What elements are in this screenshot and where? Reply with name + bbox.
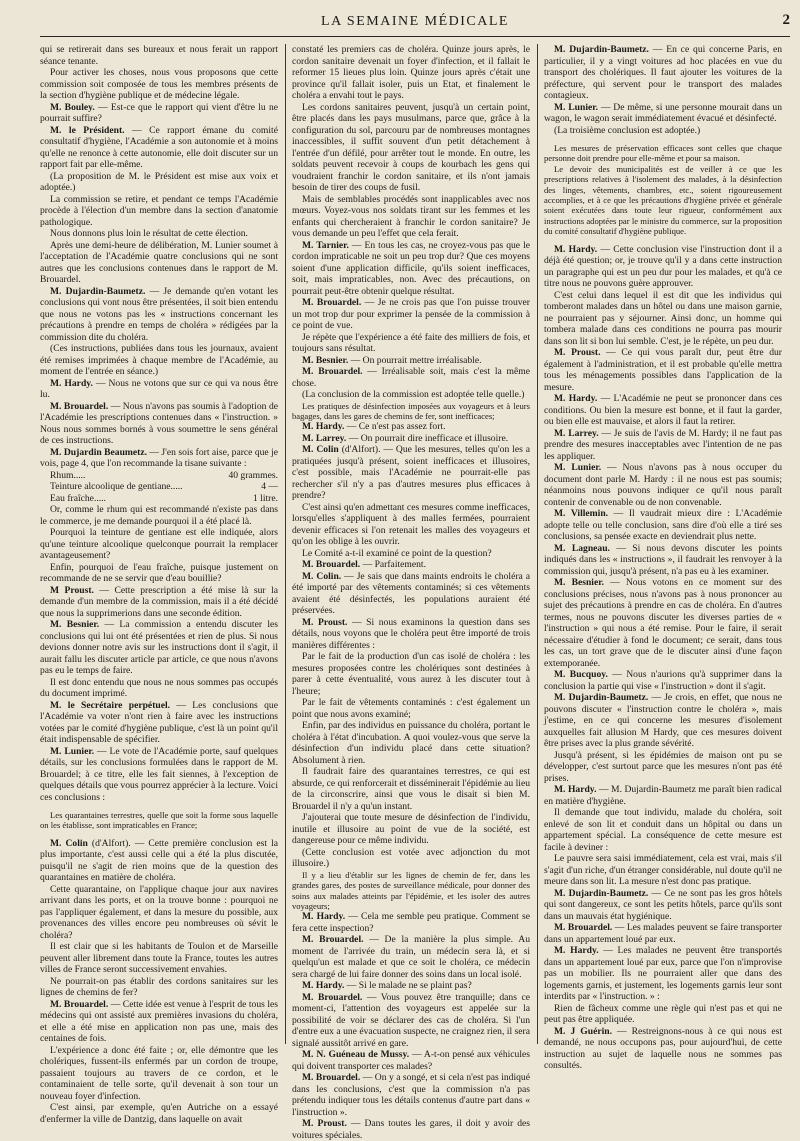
speaker-paragraph <box>544 462 782 508</box>
speaker-paragraph <box>40 401 278 447</box>
speaker-paragraph <box>292 911 530 934</box>
paragraph-text: Il est clair que si les habitants de Toulon et de Marseille peuvent aller librement dans toute la France, toutes les autres villes de France seront successivement envahies. <box>40 941 278 976</box>
column-rule <box>285 44 286 1044</box>
speaker-name: M. Brouardel. <box>302 366 363 377</box>
speaker-name: M. le Président. <box>50 124 125 136</box>
text-paragraph <box>292 870 530 912</box>
text-paragraph <box>544 125 782 137</box>
paragraph-text: qui se retirerait dans ses bureaux et nous ferait un rapport séance tenante. <box>40 44 278 67</box>
paragraph-text: — On pourrait mettre irréalisable. <box>348 354 482 366</box>
speaker-paragraph <box>544 508 782 543</box>
speaker-paragraph <box>292 1049 530 1072</box>
speaker-paragraph <box>292 433 530 445</box>
paragraph-text: Rien de fâcheux comme une règle qui n'est pas et qui ne peut pas être appliquée. <box>544 1002 782 1026</box>
speaker-name: M. Hardy. <box>302 911 346 923</box>
paragraph-text: — De même, si une personne mourait dans un wagon, le wagon serait immédiatement évacué et désinfecté. <box>544 101 783 124</box>
speaker-name: M. Lunier. <box>554 462 602 474</box>
recipe-ingredient: Eau fraîche..... <box>50 492 106 504</box>
speaker-paragraph <box>544 1026 782 1072</box>
paragraph-text: — Les conclusions que l'Académie va voter n'ont rien à faire avec les instructions votées par le comité d'hygiène publique, c'est là un point qu'il était indispensable de spécifier. <box>40 699 278 745</box>
paragraph-text: — Nous n'avons pas à nous occuper du document dont parle M. Hardy : il ne nous est pas soumis; néanmoins nous pouvons indiquer ce qu'il nous paraît contenir de convenable ou de non convenable. <box>544 462 782 508</box>
speaker-name: M. Larrey. <box>302 432 347 444</box>
paragraph-text: — A-t-on pensé aux véhicules qui doivent transporter ces malades? <box>292 1049 530 1072</box>
paragraph-text: Le devoir des municipalités est de veiller à ce que les prescriptions relatives à l'isolement des malades, à la désinfection des linges, vêtements, chambres, etc., soient rigoureusement accomplies, et à ce que les précautions d'hygiène privée et générale soient exécutées dans toute leur rigueur, conformément aux instructions adoptées par le ministre du commerce, sur la proposition du comité consultatif d'hygiène publique. <box>544 163 782 237</box>
speaker-name: M. Colin <box>50 837 88 849</box>
paragraph-text: — Si le malade ne se plaint pas? <box>344 980 472 992</box>
text-paragraph <box>544 807 782 853</box>
speaker-name: M. Colin. <box>302 570 342 582</box>
text-paragraph <box>292 812 530 847</box>
speaker-paragraph <box>544 669 782 692</box>
paragraph-text: — Ce ne sont pas les gros hôtels qui sont dangereux, ce sont les petits hôtels, parce qu'ils sont dans un mauvais état hygiénique. <box>544 887 783 922</box>
paragraph-text: C'est celui dans lequel il est dit que les individus qui tomberont malades dans un hôtel ou dans une maison garnie, ne pourraient pas y séjourner. Ainsi donc, un homme qui tombera malade dans ces conditions ne pourra pas mourir dans son lit si bon lui semble. C'est, je le répète, un peu dur. <box>544 289 782 347</box>
paragraph-text: — Je ne crois pas que l'on puisse trouver un mot trop dur pour exprimer la pensée de la commission à ce point de vue. <box>292 297 530 331</box>
paragraph-text: — Nous ne votons que sur ce qui va nous être lu. <box>40 377 278 400</box>
text-paragraph <box>40 527 278 562</box>
text-paragraph <box>40 562 278 585</box>
paragraph-text: — Ce qui vous paraît dur, peut être dur également à l'administration, et il est probable qu'elle mettra tous les ménagements possibles dans l'application de la mesure. <box>544 347 782 393</box>
text-paragraph <box>292 651 530 697</box>
paragraph-text: La commission se retire, et pendant ce temps l'Académie procède à l'élection d'un membre dans la section d'anatomie pathologique. <box>40 193 278 228</box>
speaker-name: M. Proust. <box>302 1118 347 1130</box>
text-paragraph <box>292 401 530 422</box>
speaker-paragraph <box>292 992 530 1050</box>
paragraph-text: constaté les premiers cas de choléra. Quinze jours après, le cordon sanitaire devenait un foyer d'infection, et il fallait le reformer 15 lieues plus loin. Quinze jours après c'était une province qu'il fallait isoler, puis un Etat, et finalement le choléra a envahi tout le pays. <box>292 44 530 101</box>
paragraph-text: — Si nous devons discuter les points indiqués dans les « instructions », il faudrait les renvoyer à la commission qui, jusqu'à présent, n'a pas eu à les examiner. <box>544 542 782 577</box>
speaker-name: M. Brouardel. <box>302 991 363 1003</box>
paragraph-text: — La commission a entendu discuter les conclusions qui lui ont été présentées et rien de plus. Si nous devions donner notre avis sur les instructions dont il s'agit, il aurait fallu les discuter article par article, ce que nous n'avons pas eu le temps de faire. <box>40 619 279 676</box>
speaker-paragraph <box>544 922 782 945</box>
speaker-name: M. Lunier. <box>50 745 95 757</box>
speaker-paragraph <box>292 355 530 367</box>
speaker-name: M. Dujardin Beaumetz. <box>50 446 148 458</box>
speaker-paragraph <box>292 617 530 652</box>
paragraph-text: Par le fait de vêtements contaminés : c'est également un point que nous avons examiné; <box>292 697 530 720</box>
paragraph-text: Il est donc entendu que nous ne nous sommes pas occupés du document imprimé. <box>40 676 278 699</box>
paragraph-text: — Je suis de l'avis de M. Hardy; il ne faut pas prendre des mesures inacceptables avec l'intention de ne pas les appliquer. <box>544 427 782 462</box>
paragraph-text: — Dans toutes les gares, il doit y avoir des voitures spéciales. <box>292 1118 531 1141</box>
paragraph-text: — Cette conclusion vise l'instruction dont il a déjà été question; or, je trouve qu'il y a dans cette instruction un paragraphe qui est un peu dur pour les malades, et qu'à ce titre nous ne pouvons guère approuver. <box>544 243 783 290</box>
paragraph-text: — Nous n'aurions qu'à supprimer dans la conclusion la partie qui vise « l'instruction » dont il s'agit. <box>544 669 782 692</box>
speaker-paragraph <box>292 980 530 992</box>
paragraph-text: (La conclusion de la commission est adoptée telle quelle.) <box>302 389 525 400</box>
paragraph-text: Après une demi-heure de délibération, M. Lunier soumet à l'acceptation de l'Académie quatre conclusions qui ne sont autres que les conclusions contenues dans le rapport de M. Brouardel. <box>40 239 278 285</box>
paragraph-text: — Restreignons-nous à ce qui nous est demandé, ne nous occupons pas, pour aujourd'hui, de cette instruction au sujet de laquelle nous ne sommes pas consultés. <box>544 1025 782 1072</box>
recipe-line <box>40 470 278 482</box>
paragraph-text: Mais de semblables procédés sont inapplicables avec nos mœurs. Voyez-vous nos soldats tirant sur les femmes et les enfants qui chercheraient à franchir le cordon sanitaire? Je vous demande un peu l'effet que cela ferait. <box>292 193 530 239</box>
speaker-paragraph <box>544 393 782 428</box>
speaker-name: M. Lunier. <box>554 101 599 113</box>
speaker-name: M. Hardy. <box>302 421 345 433</box>
paragraph-text: Or, comme le rhum qui est recommandé n'existe pas dans le commerce, je me demande pourquoi il a été placé là. <box>40 504 278 527</box>
speaker-paragraph <box>292 421 530 433</box>
text-paragraph <box>40 228 278 240</box>
speaker-name: M. le Secrétaire perpétuel. <box>50 699 171 711</box>
text-paragraph <box>292 697 530 720</box>
speaker-name: M. Brouardel. <box>302 559 361 571</box>
speaker-paragraph <box>40 999 278 1045</box>
text-paragraph <box>292 548 530 560</box>
text-paragraph <box>544 1003 782 1026</box>
text-paragraph <box>40 941 278 976</box>
speaker-paragraph <box>544 692 782 750</box>
paragraph-text: Cette quarantaine, on l'applique chaque jour aux navires arrivant dans les ports, et on la trouve bonne : pourquoi ne pas l'appliquer également, et dans la mesure du possible, aux provenances des villes encore peu nombreuses où sévit le choléra? <box>40 883 278 941</box>
paragraph-text: — On pourrait dire inefficace et illusoire. <box>346 432 509 444</box>
speaker-paragraph <box>544 888 782 923</box>
speaker-paragraph <box>292 240 530 298</box>
recipe-ingredient: Rhum..... <box>50 469 86 481</box>
paragraph-text: Il demande que tout individu, malade du choléra, soit enlevé de son lit et conduit dans un hôpital ou dans un appartement spécial. La conséquence de cette mesure est facile à deviner : <box>544 807 782 853</box>
paragraph-text: — Est-ce que le rapport qui vient d'être lu ne pourrait suffire? <box>40 101 278 124</box>
column-1 <box>40 44 279 1125</box>
speaker-name: M. Brouardel. <box>302 1072 361 1084</box>
speaker-name: M. Lagneau. <box>554 542 610 554</box>
paragraph-text: — En tous les cas, ne croyez-vous pas que le cordon impraticable ne soit un peu trop dur? Que ces moyens soient d'une application difficile, qu'ils soient inefficaces, soit, mais impraticables, non. Avec des précautions, on pourrait peut-être obtenir quelque résultat. <box>292 239 530 297</box>
speaker-paragraph <box>40 746 278 804</box>
paragraph-text: Les cordons sanitaires peuvent, jusqu'à un certain point, être placés dans les pays musulmans, parce que, grâce à la configuration du sol, parcouru par de nombreuses montagnes inaccessibles, il suffit souvent d'un petit détachement à l'entrée d'un défilé, pour arrêter tout le monde. En outre, les soldats peuvent recevoir à coups de kourbach les gens qui voudraient franchir le cordon sanitaire, et ils n'ont jamais besoin de tirer des coups de fusil. <box>292 101 530 193</box>
recipe-ingredient: Teinture alcoolique de gentiane..... <box>50 481 183 492</box>
speaker-paragraph <box>544 784 782 807</box>
text-paragraph <box>544 750 782 785</box>
text-paragraph <box>40 1045 278 1103</box>
speaker-paragraph <box>544 577 782 669</box>
paragraph-text: (La troisième conclusion est adoptée.) <box>554 124 701 136</box>
paragraph-text: — Cette prescription a été mise là sur la demande d'un membre de la commission, mais il a été décidé que nous la supprimerions dans une seconde édition. <box>40 584 278 619</box>
text-paragraph <box>40 677 278 700</box>
text-paragraph <box>40 1102 278 1125</box>
speaker-name: M. Besnier. <box>50 619 100 630</box>
speaker-paragraph <box>544 347 782 393</box>
paragraph-text: Pourquoi la teinture de gentiane est elle indiquée, alors qu'une teinture alcoolique quelconque pourrait la remplacer avantageusement? <box>40 527 278 561</box>
paragraph-text: Le pauvre sera saisi immédiatement, cela est vrai, mais s'il s'agit d'un riche, d'un étranger considérable, nul doute qu'il ne meure dans son lit. La mesure n'est donc pas pratique. <box>544 853 782 888</box>
text-paragraph <box>544 143 782 164</box>
paragraph-text: — J'en sois fort aise, parce que je vois, page 4, que l'on recommande la tisane suivante : <box>40 446 279 469</box>
speaker-paragraph <box>544 543 782 578</box>
paragraph-text: Je répète que l'expérience a été faite des milliers de fois, et toujours sans résultat. <box>292 331 530 354</box>
paragraph-text: — Vous pouvez être tranquille; dans ce moment-ci, l'attention des voyageurs est appelée sur la possibilité de voir se déclarer des cas de choléra. Si l'un d'entre eux a une évacuation suspecte, ne craignez rien, il sera signalé aussitôt arrivé en gare. <box>292 991 530 1049</box>
paragraph-text: — Ce n'est pas assez fort. <box>344 421 446 433</box>
paragraph-text: Enfin, pourquoi de l'eau fraîche, puisque justement on recommande de ne se servir que d'eau bouillie? <box>40 561 278 584</box>
paragraph-text: (d'Alfort). — Que les mesures, telles qu'on les a pratiquées jusqu'à présent, soient inefficaces et illusoires, c'est possible, mais l'Académie ne pourrait-elle pas rechercher s'il n'y a pas d'autres mesures plus efficaces à prendre? <box>292 444 530 502</box>
paragraph-text: Ne pourrait-on pas établir des cordons sanitaires sur les lignes de chemins de fer? <box>40 975 278 999</box>
speaker-name: M. Dujardin-Baumetz. <box>554 692 649 704</box>
speaker-name: M. Proust. <box>554 347 601 359</box>
paragraph-text: — En ce qui concerne Paris, en particulier, il y a vingt voitures ad hoc placées en vue du transport des cholériques. Il faut ajouter les voitures de la préfecture, qui servent pour le transport des malades contagieux. <box>544 44 783 101</box>
speaker-paragraph <box>544 102 782 125</box>
paragraph-text: — Les malades peuvent se faire transporter dans un appartement loué par eux. <box>544 922 782 945</box>
text-paragraph <box>40 240 278 286</box>
running-title: LA SEMAINE MÉDICALE <box>321 14 509 29</box>
recipe-amount: 1 litre. <box>252 492 278 504</box>
paragraph-text: Pour activer les choses, nous vous proposons que cette commission soit composée de tous les membres présents de la section d'hygiène publique et de médecine légale. <box>40 67 278 101</box>
speaker-paragraph <box>544 428 782 463</box>
text-columns <box>40 44 790 1141</box>
paragraph-text: (d'Alfort). — Cette première conclusion est la plus importante, c'est aussi celle qui a été la plus discutée, puisqu'il ne s'agit de rien moins que de la question des quarantaines en matière de choléra. <box>40 837 278 884</box>
page-number: 2 <box>782 12 790 28</box>
paragraph-text: Les quarantaines terrestres, quelle que soit la forme sous laquelle on les établisse, sont impraticables en France; <box>40 810 278 831</box>
speaker-name: M. Besnier. <box>302 354 349 366</box>
speaker-name: M. J Guérin. <box>554 1025 613 1037</box>
paragraph-text: C'est ainsi qu'en admettant ces mesures comme inefficaces, lorsqu'elles s'appliquent à des malles fermées, pourraient devenir efficaces si l'on retenait les malles des voyageurs et qu'on les oblige à les ouvrir. <box>292 501 530 548</box>
speaker-paragraph <box>292 559 530 571</box>
speaker-name: M. Villemin. <box>554 508 609 520</box>
paragraph-text: — Nous n'avons pas soumis à l'adoption de l'Académie les prescriptions contenues dans « l'instruction. » Nous nous sommes bornés à vous soumettre le sens général de ces instructions. <box>40 400 278 446</box>
paragraph-text: — Je demande qu'en votant les conclusions qui vont nous être présentées, il soit bien entendu que nous ne votons pas les « instructions concernant les précautions à prendre en temps de choléra » rédigées par la commission dite du choléra. <box>40 285 279 343</box>
text-paragraph <box>40 343 278 378</box>
speaker-paragraph <box>40 838 278 884</box>
paragraph-text: — Cela me semble peu pratique. Comment se fera cette inspection? <box>292 911 530 934</box>
paragraph-text: — Nous votons en ce moment sur des conclusions précises, nous n'avons pas à nous prononcer au sujet des précautions à prendre en cas de choléra. En d'autres termes, nous ne pouvons discuter les diverses parties de « l'instruction » qui nous a été remise. Pour le faire, il serait nécessaire d'étudier à fond le document; ce serait, dans tous les cas, un tort grave que de le discuter ainsi d'une façon extemporanée. <box>544 577 782 669</box>
text-paragraph <box>40 884 278 942</box>
paragraph-text: — De la manière la plus simple. Au moment de l'arrivée du train, un médecin sera là, et si quelqu'un est malade et que ce soit le choléra, ce médecin sera chargé de lui faire donner des soins dans un local isolé. <box>292 934 530 980</box>
paragraph-text: — Si nous examinons la question dans ses détails, nous voyons que le choléra peut être importé de trois manières différentes : <box>292 616 531 651</box>
text-paragraph <box>544 290 782 348</box>
page-header <box>40 10 790 37</box>
speaker-name: M Proust. <box>50 584 94 596</box>
paragraph-text: — Ce rapport émane du comité consultatif d'hygiène, l'Académie a son autonomie et à moins qu'elle ne renonce à cette autonomie, elle doit discuter sur un rapport fait par elle-même. <box>40 124 278 170</box>
paragraph-text: — Parfaitement. <box>360 559 426 571</box>
paragraph-text: — M. Dujardin-Baumetz me paraît bien radical en matière d'hygiène. <box>544 784 782 807</box>
speaker-paragraph <box>40 447 278 470</box>
text-paragraph <box>40 44 278 67</box>
paragraph-text: Les mesures de préservation efficaces sont celles que chaque personne doit prendre pour elle-même et pour sa maison. <box>544 143 782 164</box>
paragraph-text: (La proposition de M. le Président est mise aux voix et adoptée.) <box>40 170 278 193</box>
paragraph-text: Enfin, par des individus en puissance du choléra, portant le choléra à l'état d'incubation. A quoi voulez-vous que serve la désinfection d'un individu placé dans cette situation? Absolument à rien. <box>292 720 530 766</box>
paragraph-text: (Cette conclusion est votée avec adjonction du mot illusoire.) <box>292 846 530 870</box>
paragraph-text: Le Comité a-t-il examiné ce point de la question? <box>302 547 492 559</box>
speaker-name: M. Brouardel. <box>50 400 109 412</box>
speaker-name: M. Brouardel. <box>302 934 364 946</box>
speaker-paragraph <box>40 619 278 677</box>
speaker-paragraph <box>544 945 782 1003</box>
text-paragraph <box>544 853 782 888</box>
speaker-paragraph <box>292 366 530 389</box>
recipe-amount: 4 — <box>261 481 278 492</box>
speaker-name: M. Proust. <box>302 616 348 628</box>
paragraph-text: L'expérience a donc été faite ; or, elle démontre que les cholériques, fussent-ils enfermés par un cordon de troupe, passaient toujours au travers de ce cordon, et le contaminaient de telle sorte, qu'il devenait à son tour un nouveau foyer d'infection. <box>40 1044 278 1102</box>
speaker-name: M. Tarnier. <box>302 239 349 251</box>
text-paragraph <box>292 102 530 194</box>
speaker-paragraph <box>292 571 530 617</box>
paragraph-text: — Je sais que dans maints endroits le choléra a été importé par des vêtements contaminés; si ces vêtements avaient été désinfectés, les populations auraient été préservées. <box>292 570 530 617</box>
speaker-name: M. Dujardin-Baumetz. <box>50 285 146 297</box>
text-paragraph <box>40 976 278 999</box>
text-paragraph <box>292 720 530 766</box>
speaker-name: M. Bouley. <box>50 101 95 113</box>
paragraph-text: Les pratiques de désinfection imposées aux voyageurs et à leurs bagages, dans les gares de chemins de fer, sont inefficaces; <box>292 400 530 421</box>
paragraph-text: (Ces instructions, publiées dans tous les journaux, avaient été remises imprimées à chaque membre de l'Académie, au moment de l'entrée en séance.) <box>40 343 278 377</box>
speaker-name: M. Dujardin-Baumetz. <box>554 887 649 899</box>
speaker-paragraph <box>40 585 278 620</box>
speaker-paragraph <box>40 700 278 746</box>
speaker-paragraph <box>292 297 530 332</box>
column-3 <box>544 44 782 1084</box>
paragraph-text: Il faudrait faire des quarantaines terrestres, ce qui est absurde, ce qui renforcerait et disséminerait l'épidémie au lieu de la circonscrire, ainsi que vous le disait si bien M. Brouardel il n'y a qu'un instant. <box>292 766 531 812</box>
recipe-amount: 40 grammes. <box>228 469 278 481</box>
text-paragraph <box>292 766 530 812</box>
speaker-paragraph <box>40 286 278 344</box>
speaker-name: M. Besnier. <box>554 577 605 589</box>
text-paragraph <box>40 171 278 194</box>
speaker-name: M. Larrey. <box>554 427 599 439</box>
paragraph-text: C'est ainsi, par exemple, qu'en Autriche on a essayé d'enfermer la ville de Dantzig, dans laquelle on avait <box>40 1102 278 1125</box>
speaker-paragraph <box>40 102 278 125</box>
speaker-paragraph <box>40 125 278 171</box>
text-paragraph <box>40 504 278 527</box>
text-paragraph <box>544 164 782 237</box>
text-paragraph <box>292 847 530 870</box>
paragraph-text: — Je crois, en effet, que nous ne pouvons discuter « l'instruction contre le choléra », mais j'estime, en ce qui concerne les mesures d'isolement auxquelles fait allusion M Hardy, que ces mesures doivent être prises avec la plus grande sévérité. <box>544 692 783 750</box>
speaker-name: M. Hardy. <box>50 377 93 389</box>
speaker-paragraph <box>292 934 530 980</box>
speaker-name: M. Hardy. <box>302 980 345 992</box>
text-paragraph <box>292 194 530 240</box>
speaker-paragraph <box>544 44 782 102</box>
speaker-paragraph <box>292 1118 530 1141</box>
paragraph-text: — On y a songé, et si cela n'est pas indiqué dans les conclusions, c'est que la commission n'a pas prétendu indiquer tous les détails contenus d'autre part dans « l'instruction ». <box>292 1072 530 1118</box>
speaker-name: M. Dujardin-Baumetz. <box>554 44 649 55</box>
paragraph-text: — Il vaudrait mieux dire : L'Académie adopte telle ou telle conclusion, sans dire d'où elle a tiré ses conclusions, sa pensée exacte en deviendrait plus nette. <box>544 508 782 543</box>
paragraph-text: Par le fait de la production d'un cas isolé de choléra : les mesures proposées contre les cholériques sont destinées à parer à cette éventualité, vous aurez à les discuter tout à l'heure; <box>292 651 530 697</box>
speaker-name: M. Brouardel. <box>554 922 613 934</box>
speaker-name: M. Hardy. <box>554 393 598 405</box>
speaker-paragraph <box>40 378 278 401</box>
paragraph-text: Nous donnons plus loin le résultat de cette élection. <box>50 228 248 239</box>
paragraph-text: J'ajouterai que toute mesure de désinfection de l'individu, inutile et illusoire au point de vue de la société, est dangereuse pour ce même individu. <box>292 812 530 847</box>
column-rule <box>537 44 538 1044</box>
recipe-line <box>40 493 278 505</box>
speaker-name: M. Hardy. <box>554 945 599 957</box>
paragraph-text: — Les malades ne peuvent être transportés dans un appartement loué par eux, parce que l'on n'improvise pas un mobilier. Ils ne pourraient aller que dans des logements garnis, et justement, les logements garnis leur sont interdits par « l'instruction. » : <box>544 945 782 1003</box>
text-paragraph <box>40 810 278 831</box>
speaker-paragraph <box>544 244 782 290</box>
speaker-name: M. Colin <box>302 444 339 456</box>
text-paragraph <box>292 389 530 401</box>
speaker-paragraph <box>292 1072 530 1118</box>
paragraph-text: — Irréalisable soit, mais c'est la même chose. <box>292 366 530 389</box>
speaker-paragraph <box>292 444 530 502</box>
speaker-name: M. Hardy. <box>554 784 597 796</box>
speaker-name: M. Brouardel. <box>302 297 362 308</box>
paragraph-text: Il y a lieu d'établir sur les lignes de chemin de fer, dans les grandes gares, des postes de surveillance médicale, pour donner des soins aux malades atteints par l'épidémie, et les isoler des autres voyageurs; <box>292 869 530 912</box>
text-paragraph <box>40 67 278 102</box>
text-paragraph <box>292 332 530 355</box>
text-paragraph <box>292 502 530 548</box>
paragraph-text: — L'Académie ne peut se prononcer dans ces conditions. Ou bien la mesure est bonne, et il faut la garder, ou bien elle est mauvaise, et alors il faut la retirer. <box>544 393 783 428</box>
paragraph-text: — Le vote de l'Académie porte, sauf quelques détails, sur les conclusions formulées dans le rapport de M. Brouardel; à ce titre, elle les fait siennes, à l'exception de quelques détails que vous pourrez apprécier à la lecture. Voici ces conclusions : <box>40 745 279 803</box>
recipe-line <box>40 481 278 493</box>
speaker-name: M. N. Guéneau de Mussy. <box>302 1049 410 1061</box>
speaker-name: M. Hardy. <box>554 243 598 255</box>
paragraph-text: Jusqu'à présent, si les épidémies de maison ont pu se développer, c'est surtout parce que les mesures n'ont pas été prises. <box>544 749 782 784</box>
column-2 <box>292 44 531 1141</box>
speaker-name: M. Bucquoy. <box>554 669 608 681</box>
text-paragraph <box>292 44 530 102</box>
text-paragraph <box>40 194 278 229</box>
paragraph-text: — Cette idée est venue à l'esprit de tous les médecins qui ont assisté aux premières invasions du choléra, et elle a été mise en application non pas une, mais des centaines de fois. <box>40 998 278 1045</box>
speaker-name: M. Brouardel. <box>50 998 109 1010</box>
